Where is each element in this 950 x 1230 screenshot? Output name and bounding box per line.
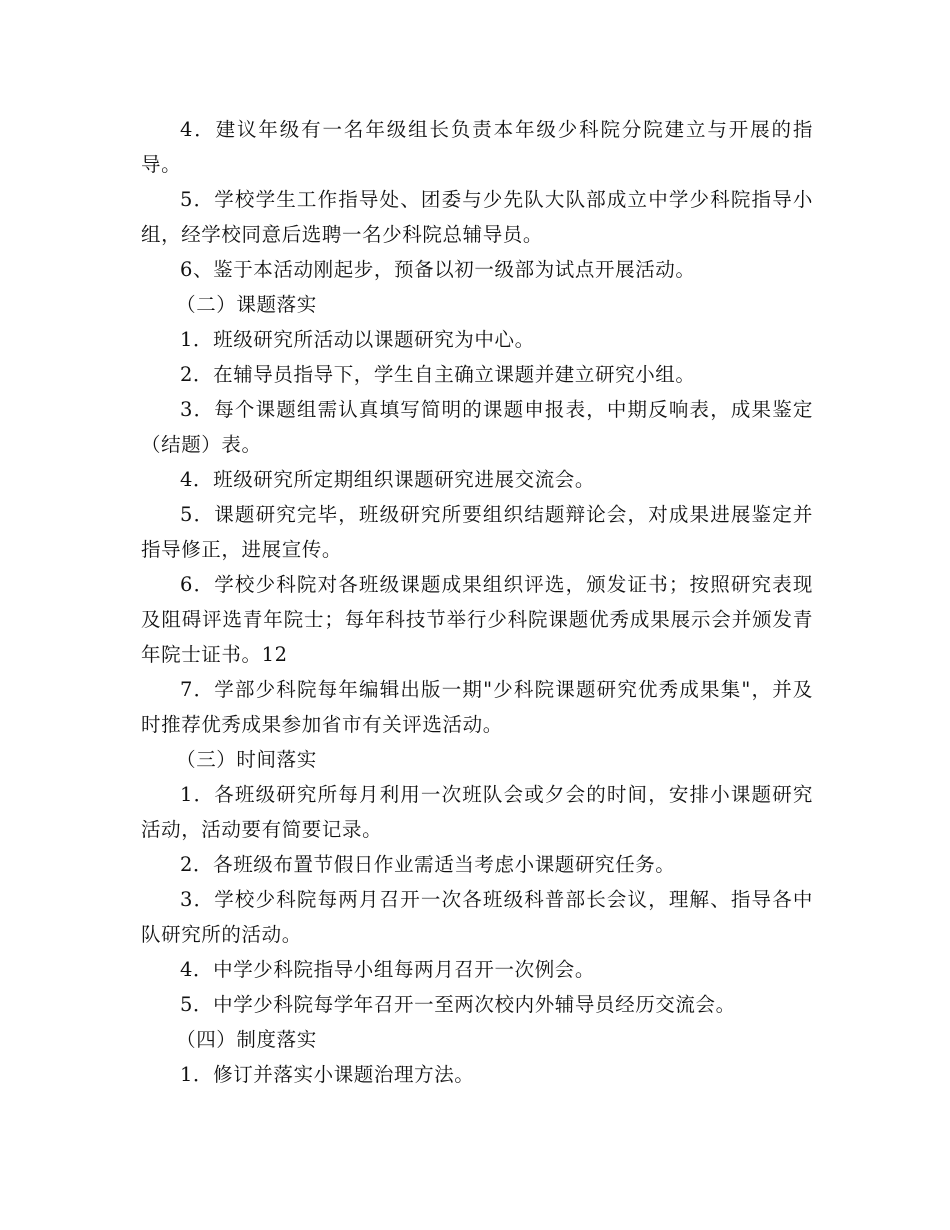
paragraph: 1．班级研究所活动以课题研究为中心。 [180, 328, 535, 351]
paragraph: 5．课题研究完毕，班级研究所要组织结题辩论会，对成果进展鉴定并指导修正，进展宣传。 [141, 503, 813, 561]
section-heading: （四）制度落实 [176, 1028, 317, 1051]
paragraph: 4．班级研究所定期组织课题研究进展交流会。 [180, 468, 596, 491]
paragraph: 1．各班级研究所每月利用一次班队会或夕会的时间，安排小课题研究活动，活动要有简要记录。 [141, 783, 813, 841]
section-heading: （三）时间落实 [176, 748, 317, 771]
paragraph: 1．修订并落实小课题治理方法。 [180, 1063, 475, 1086]
paragraph: 7．学部少科院每年编辑出版一期"少科院课题研究优秀成果集"，并及时推荐优秀成果参加省市有关评选活动。 [141, 678, 813, 736]
document-body [141, 112, 813, 1092]
paragraph: 6．学校少科院对各班级课题成果组织评选，颁发证书；按照研究表现及阻碍评选青年院士；每年科技节举行少科院课题优秀成果展示会并颁发青年院士证书。12 [141, 573, 813, 666]
paragraph: 4．建议年级有一名年级组长负责本年级少科院分院建立与开展的指导。 [141, 118, 813, 176]
paragraph: 6、鉴于本活动刚起步，预备以初一级部为试点开展活动。 [180, 258, 696, 281]
paragraph: 3．每个课题组需认真填写简明的课题申报表，中期反响表，成果鉴定（结题）表。 [141, 398, 813, 456]
paragraph: 4．中学少科院指导小组每两月召开一次例会。 [180, 958, 596, 981]
paragraph: 2．各班级布置节假日作业需适当考虑小课题研究任务。 [180, 853, 676, 876]
paragraph: 5．学校学生工作指导处、团委与少先队大队部成立中学少科院指导小组，经学校同意后选聘一名少科院总辅导员。 [141, 188, 813, 246]
section-heading: （二）课题落实 [176, 293, 317, 316]
paragraph: 5．中学少科院每学年召开一至两次校内外辅导员经历交流会。 [180, 993, 736, 1016]
paragraph: 3．学校少科院每两月召开一次各班级科普部长会议，理解、指导各中队研究所的活动。 [141, 888, 813, 946]
paragraph: 2．在辅导员指导下，学生自主确立课题并建立研究小组。 [180, 363, 696, 386]
